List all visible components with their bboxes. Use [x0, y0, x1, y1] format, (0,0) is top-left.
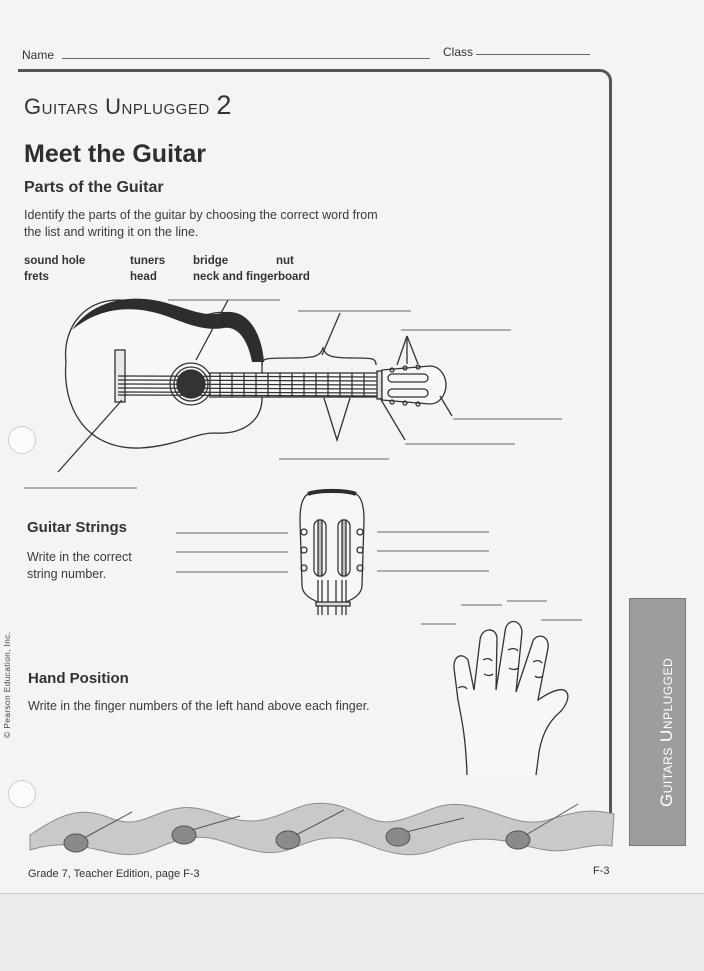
page-title: Meet the Guitar: [24, 140, 206, 168]
strings-instruction-line: string number.: [27, 567, 107, 581]
page-number: F-3: [593, 865, 610, 877]
side-tab-label: Guitars Unplugged: [657, 657, 676, 807]
series-name: Guitars Unplugged: [24, 94, 210, 119]
strings-heading: Guitar Strings: [27, 519, 128, 536]
parts-heading: Parts of the Guitar: [24, 179, 164, 196]
name-label: Name: [22, 48, 55, 62]
copyright: © Pearson Education, Inc.: [2, 631, 12, 738]
word-sound-hole: sound hole: [24, 255, 86, 267]
word-head: head: [130, 271, 157, 283]
class-label: Class: [443, 45, 474, 59]
footer-edition: Grade 7, Teacher Edition, page F-3: [28, 868, 200, 880]
parts-instruction-line: Identify the parts of the guitar by choosing the correct word from: [24, 208, 378, 222]
word-neck: neck and fingerboard: [193, 271, 310, 283]
series-number: 2: [216, 90, 232, 120]
hand-instruction: Write in the finger numbers of the left hand above each finger.: [28, 699, 370, 713]
word-nut: nut: [276, 255, 294, 267]
strings-instruction-line: Write in the correct: [27, 550, 132, 564]
word-frets: frets: [24, 271, 49, 283]
side-tab: [629, 598, 686, 846]
word-bridge: bridge: [193, 255, 229, 267]
parts-instruction-line: the list and writing it on the line.: [24, 225, 199, 239]
hand-heading: Hand Position: [28, 670, 129, 687]
word-tuners: tuners: [130, 255, 166, 267]
